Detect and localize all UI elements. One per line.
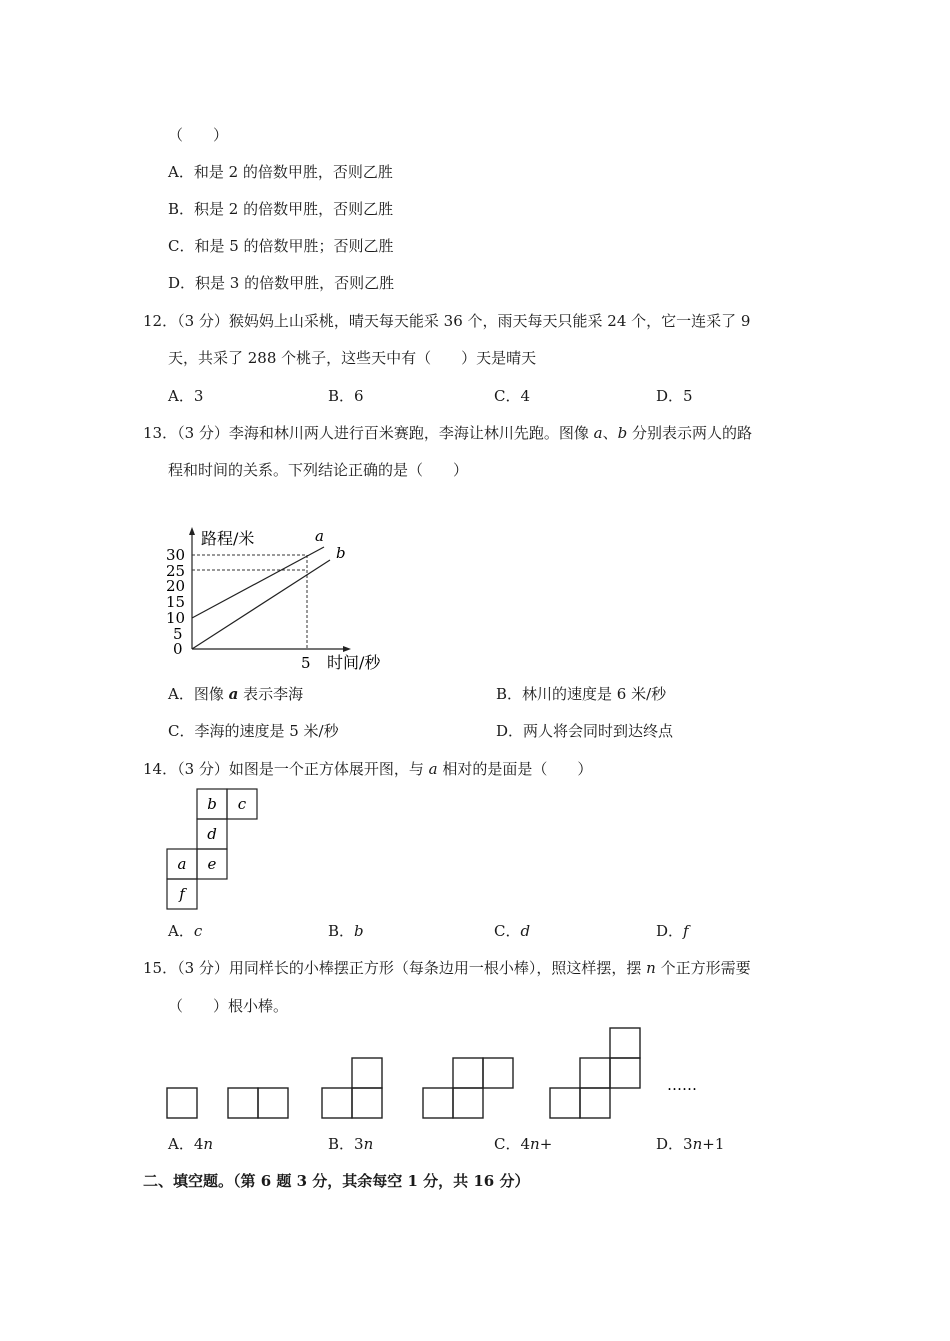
pattern-5-square (580, 1088, 610, 1118)
q13-line1 (143, 422, 752, 443)
q13-option-b: B．林川的速度是 6 米/秒 (496, 685, 667, 703)
q12-line2: 天，共采了 288 个桃子，这些天中有（ ）天是晴天 (168, 349, 537, 367)
q13-var-b: b (617, 424, 628, 442)
net-label-c: c (237, 795, 247, 813)
q11-option-d: D．积是 3 的倍数甲胜，否则乙胜 (168, 274, 395, 292)
q13-line1-post: 分别表示两人的路 (627, 424, 753, 442)
q12-line1: 12．（3 分）猴妈妈上山采桃，晴天每天能采 36 个，雨天每天只能采 24 个，它一连采了 9 (143, 312, 751, 330)
q13-var-a: a (593, 424, 603, 442)
q15-option-a-pre: A．4 (168, 1135, 204, 1153)
q12-option-d: D．5 (656, 387, 693, 405)
q11-option-b: B．积是 2 的倍数甲胜，否则乙胜 (168, 200, 394, 218)
line-a (192, 547, 324, 618)
q13-option-a (168, 683, 303, 704)
q14-cube-net (164, 787, 264, 911)
y-tick-20: 20 (166, 577, 186, 595)
q14-option-b-var: b (354, 922, 364, 940)
y-tick-15: 15 (166, 593, 186, 611)
pattern-4-square (483, 1058, 513, 1088)
q13-option-c: C．李海的速度是 5 米/秒 (168, 722, 339, 740)
q13-option-d: D．两人将会同时到达终点 (496, 722, 674, 740)
q14-line-post: 相对的是面是（ ） (437, 760, 593, 778)
y-tick-30: 30 (166, 546, 186, 564)
pattern-4-square (423, 1088, 453, 1118)
pattern-ellipsis: …… (667, 1076, 697, 1094)
pattern-2-square (228, 1088, 258, 1118)
q14-option-d-var: f (683, 922, 689, 940)
q15-line1 (143, 957, 751, 978)
q12-option-b: B．6 (328, 387, 364, 405)
q14-option-c-label: C． (494, 922, 521, 940)
q12-option-a: A．3 (168, 387, 204, 405)
q15-option-a-var: n (203, 1135, 214, 1153)
pattern-5-square (610, 1058, 640, 1088)
q13-distance-time-graph (160, 522, 400, 672)
q15-option-c-post: + (539, 1135, 553, 1153)
q14-option-d-label: D． (656, 922, 684, 940)
q15-option-d (656, 1133, 724, 1154)
net-label-f: f (179, 885, 185, 903)
y-axis-arrow (189, 527, 195, 535)
q13-line1-pre: 13．（3 分）李海和林川两人进行百米赛跑，李海让林川先跑。图像 (143, 424, 594, 442)
pattern-4-square (453, 1058, 483, 1088)
q13-option-a-var: a (228, 685, 239, 703)
q15-option-a (168, 1133, 213, 1154)
y-tick-25: 25 (166, 562, 186, 580)
line-a-label: a (315, 527, 324, 545)
q14-line-pre: 14．（3 分）如图是一个正方体展开图，与 (143, 760, 429, 778)
q15-option-b-var: n (363, 1135, 374, 1153)
pattern-1-square (167, 1088, 197, 1118)
pattern-5-square (610, 1028, 640, 1058)
x-tick-5: 5 (301, 654, 311, 672)
q15-line2: （ ）根小棒。 (168, 997, 289, 1015)
q15-stick-squares-figure (160, 1022, 720, 1122)
q15-line1-pre: 15．（3 分）用同样长的小棒摆正方形（每条边用一根小棒），照这样摆，摆 (143, 959, 647, 977)
q15-option-c (494, 1133, 552, 1154)
net-label-e: e (207, 855, 217, 873)
line-b (192, 560, 330, 649)
q14-option-d (656, 920, 689, 941)
q14-option-c-var: d (520, 922, 531, 940)
x-axis-label: 时间/秒 (327, 653, 381, 672)
pattern-2-square (258, 1088, 288, 1118)
q14-option-a (168, 920, 202, 941)
pattern-3-square (352, 1058, 382, 1088)
q15-option-d-pre: D．3 (656, 1135, 693, 1153)
y-tick-10: 10 (166, 609, 186, 627)
q14-option-b-label: B． (328, 922, 355, 940)
q13-line2: 程和时间的关系。下列结论正确的是（ ） (168, 461, 469, 479)
q14-option-a-var: c (193, 922, 203, 940)
net-label-b: b (207, 795, 217, 813)
q14-line-var: a (428, 760, 438, 778)
q14-line (143, 758, 592, 779)
q15-option-c-pre: C．4 (494, 1135, 531, 1153)
q13-line1-mid: 、 (602, 424, 618, 442)
y-axis-label: 路程/米 (201, 529, 255, 548)
q13-option-a-post: 表示李海 (238, 685, 304, 703)
pattern-3-square (322, 1088, 352, 1118)
pattern-3-square (352, 1088, 382, 1118)
section-2-heading: 二、填空题。（第 6 题 3 分，其余每空 1 分，共 16 分） (143, 1172, 530, 1190)
q15-option-b-pre: B．3 (328, 1135, 364, 1153)
pattern-5-square (550, 1088, 580, 1118)
q14-option-a-label: A． (168, 922, 194, 940)
pattern-5-square (580, 1058, 610, 1088)
y-tick-5: 5 (173, 625, 183, 643)
q14-option-c (494, 920, 530, 941)
q13-option-a-pre: A．图像 (168, 685, 229, 703)
q11-paren: （ ） (168, 126, 229, 144)
net-label-d: d (207, 825, 217, 843)
q15-line1-post: 个正方形需要 (655, 959, 751, 977)
y-tick-0: 0 (173, 640, 183, 658)
q15-option-d-post: +1 (702, 1135, 725, 1153)
q11-option-a: A．和是 2 的倍数甲胜，否则乙胜 (168, 163, 393, 181)
q12-option-c: C．4 (494, 387, 531, 405)
line-b-label: b (336, 544, 346, 562)
q15-option-d-var: n (692, 1135, 703, 1153)
pattern-4-square (453, 1088, 483, 1118)
q14-option-b (328, 920, 364, 941)
q15-line1-var: n (646, 959, 656, 977)
q15-option-b (328, 1133, 373, 1154)
x-axis-arrow (343, 646, 351, 652)
q11-option-c: C．和是 5 的倍数甲胜；否则乙胜 (168, 237, 394, 255)
net-label-a: a (177, 855, 187, 873)
q15-option-c-var: n (530, 1135, 540, 1153)
